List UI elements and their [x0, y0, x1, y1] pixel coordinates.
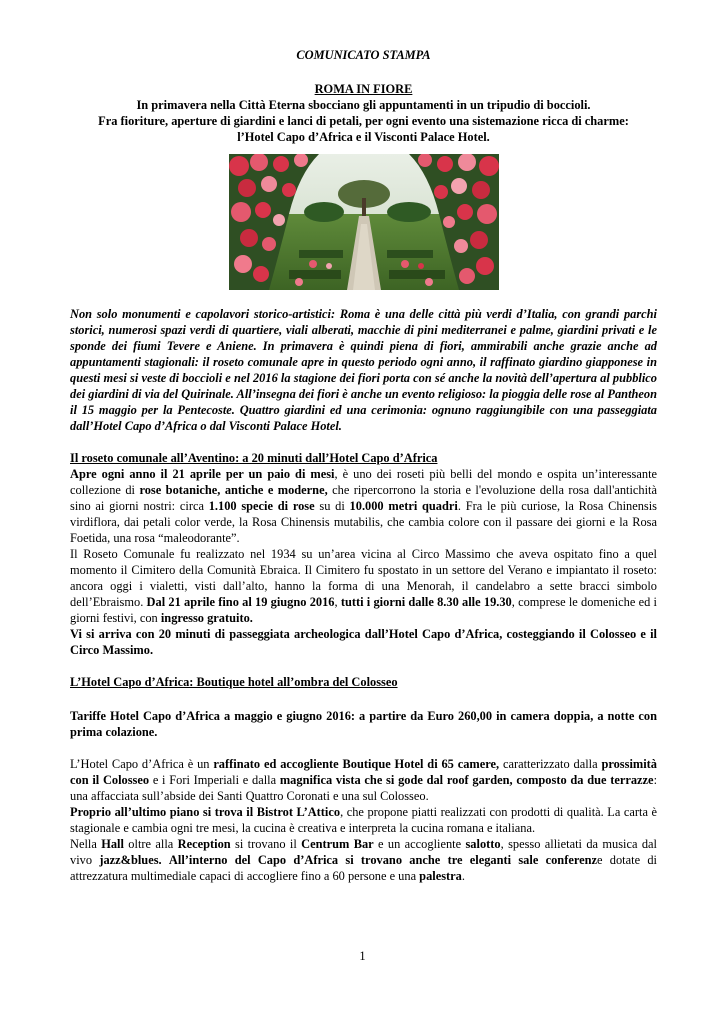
- hotel-p1-bold-3: magnifica vista che si gode dal roof garden, composto da due terrazze: [279, 773, 654, 787]
- roseto-p1-text-2: che ripercorrono la storia e l'evoluzione della rosa dall'antichità sino ai giorni nostri: circa: [70, 483, 657, 513]
- hotel-p3-text-6: [162, 853, 169, 867]
- hotel-p1-text-3: e i Fori Imperiali e dalla: [149, 773, 280, 787]
- hotel-p3-bold-7: sale conferenz: [518, 853, 597, 867]
- rose-garden-photo: [229, 154, 499, 290]
- hotel-p3-bold-3: Centrum Bar: [301, 837, 374, 851]
- document-page: [70, 47, 657, 884]
- document-subtitle-line-2: Fra fioriture, aperture di giardini e lanci di petali, per ogni evento una sistemazione ricca di charme:: [98, 114, 629, 128]
- roseto-p2-text-3: , comprese le domeniche ed i giorni festivi, con: [70, 595, 657, 625]
- hotel-p3-bold-4: salotto: [465, 837, 501, 851]
- hotel-p3-text-3: si trovano il: [230, 837, 302, 851]
- hotel-p2-bold-1: Proprio all’ultimo piano si trova il Bistrot L’Attico: [70, 805, 341, 819]
- hotel-p3-bold-8: palestra: [419, 869, 462, 883]
- roseto-p2-text-2: ,: [334, 595, 341, 609]
- hotel-p3-bold-2: Reception: [177, 837, 231, 851]
- hotel-p3-text-4: e un accogliente: [373, 837, 466, 851]
- document-subtitle-line-3: l’Hotel Capo d’Africa e il Visconti Palace Hotel.: [237, 130, 490, 144]
- hotel-p2-text-1: , che propone piatti realizzati con prodotti di qualità. La carta è stagionale e cambia ogni tre mesi, la cucina è creativa e interpreta la cucina romana e italiana.: [70, 805, 657, 835]
- hotel-p3-text-1: Nella: [70, 837, 102, 851]
- document-subtitle-line-1: In primavera nella Città Eterna sbocciano gli appuntamenti in un tripudio di boccioli.: [136, 98, 591, 112]
- roseto-p2-bold-1: Dal 21 aprile fino al 19 giugno 2016: [146, 595, 335, 609]
- hotel-paragraph-2: [70, 804, 657, 836]
- hotel-p1-text-1: L’Hotel Capo d’Africa è un: [70, 757, 214, 771]
- hotel-p3-bold-1: Hall: [101, 837, 124, 851]
- document-title: ROMA IN FIORE: [314, 82, 413, 96]
- hotel-p3-text-5: , spesso allietati da musica dal vivo: [70, 837, 658, 867]
- hotel-p3-text-8: e dotate di attrezzatura multimediale capaci di accogliere fino a 60 persone e una: [70, 853, 657, 883]
- roseto-p2-text-1: Il Roseto Comunale fu realizzato nel 1934 su un’area vicina al Circo Massimo che aveva ospitato fino a quel momento il Cimitero della Comunità Ebraica. Il Cimitero fu spostato in un settore del Verano e impiantato il roseto: ancora oggi i vialetti, visti dall’alto, hanno la forma di una Menorah, il candelabro a sette bracci simbolo dell’Ebraismo.: [70, 547, 657, 609]
- roseto-p1-bold-4: 10.000 metri quadri: [349, 499, 458, 513]
- hotel-p1-text-2: caratterizzato dalla: [499, 757, 602, 771]
- roseto-paragraph-2: [70, 546, 657, 626]
- hotel-p3-bold-6: All’interno del Capo d’Africa si trovano anche tre eleganti: [168, 853, 512, 867]
- hotel-p1-text-4: : una affacciata sull’abside dei Santi Quattro Coronati e una sul Colosseo.: [70, 773, 658, 803]
- roseto-p2-bold-3: ingresso gratuito.: [160, 611, 253, 625]
- roseto-p1-bold-3: 1.100 specie di rose: [208, 499, 315, 513]
- press-release-label: COMUNICATO STAMPA: [296, 48, 431, 62]
- roseto-p2-bold-2: tutti i giorni dalle 8.30 alle 19.30: [340, 595, 512, 609]
- roseto-paragraph-3: Vi si arriva con 20 minuti di passeggiata archeologica dall’Hotel Capo d’Africa, costeggiando il Colosseo e il Circo Massimo.: [70, 627, 657, 657]
- hotel-paragraph-3: [70, 836, 657, 884]
- intro-paragraph: Non solo monumenti e capolavori storico-artistici: Roma è una delle città più verdi d’Italia, con grandi parchi storici, numerosi spazi verdi di quartiere, viali alberati, macchie di pini mediterranei e palme, giardini privati e le sponde dei fiumi Tevere e Aniene. In primavera è quindi piena di fiori, ammirabili anche grazie anche ad appuntamenti stagionali: il roseto comunale apre in questo periodo ogni anno, il raffinato giardino giapponese in questi mesi si veste di boccioli e nel 2016 la stagione dei fiori porta con sé anche la novità dell’apertura al pubblico dei giardini di via del Quirinale. All’insegna dei fiori è anche un evento religioso: la pioggia delle rose al Pantheon il 15 maggio per la Pentecoste. Quattro giardini ed una cerimonia: ognuno raggiungibile con una passeggiata dall’Hotel Capo d’Africa o dal Visconti Palace Hotel.: [70, 307, 657, 433]
- hotel-p1-bold-2: prossimità con il Colosseo: [70, 757, 657, 787]
- hotel-p3-text-2: oltre alla: [123, 837, 178, 851]
- hotel-p3-text-9: .: [461, 869, 465, 883]
- page-number: 1: [359, 949, 366, 963]
- roseto-paragraph-1: [70, 466, 657, 546]
- section-heading-roseto: Il roseto comunale all’Aventino: a 20 minuti dall’Hotel Capo d’Africa: [70, 451, 438, 465]
- hotel-paragraph-1: [70, 756, 657, 804]
- roseto-p1-text-1: , è uno dei roseti più belli del mondo e ospita un’interessante collezione di: [70, 467, 658, 497]
- hotel-p1-bold-1: raffinato ed accogliente Boutique Hotel di 65 camere,: [213, 757, 500, 771]
- roseto-p1-bold-1: Apre ogni anno il 21 aprile per un paio di mesi: [70, 467, 335, 481]
- hotel-p3-bold-5: jazz&blues.: [99, 853, 162, 867]
- roseto-p1-text-3: su di: [314, 499, 350, 513]
- section-heading-hotel: L’Hotel Capo d’Africa: Boutique hotel all’ombra del Colosseo: [70, 675, 398, 689]
- roseto-p1-bold-2: rose botaniche, antiche e moderne,: [139, 483, 328, 497]
- hotel-tariffs: Tariffe Hotel Capo d’Africa a maggio e giugno 2016: a partire da Euro 260,00 in camera doppia, a notte con prima colazione.: [70, 709, 657, 739]
- roseto-p1-text-4: . Fra le più curiose, la Rosa Chinensis virdiflora, dai petali color verde, la Rosa Chinensis mutabilis, che cambia colore con il passare dei giorni e la Rosa Foetida, una rosa “maleodorante”.: [70, 499, 657, 545]
